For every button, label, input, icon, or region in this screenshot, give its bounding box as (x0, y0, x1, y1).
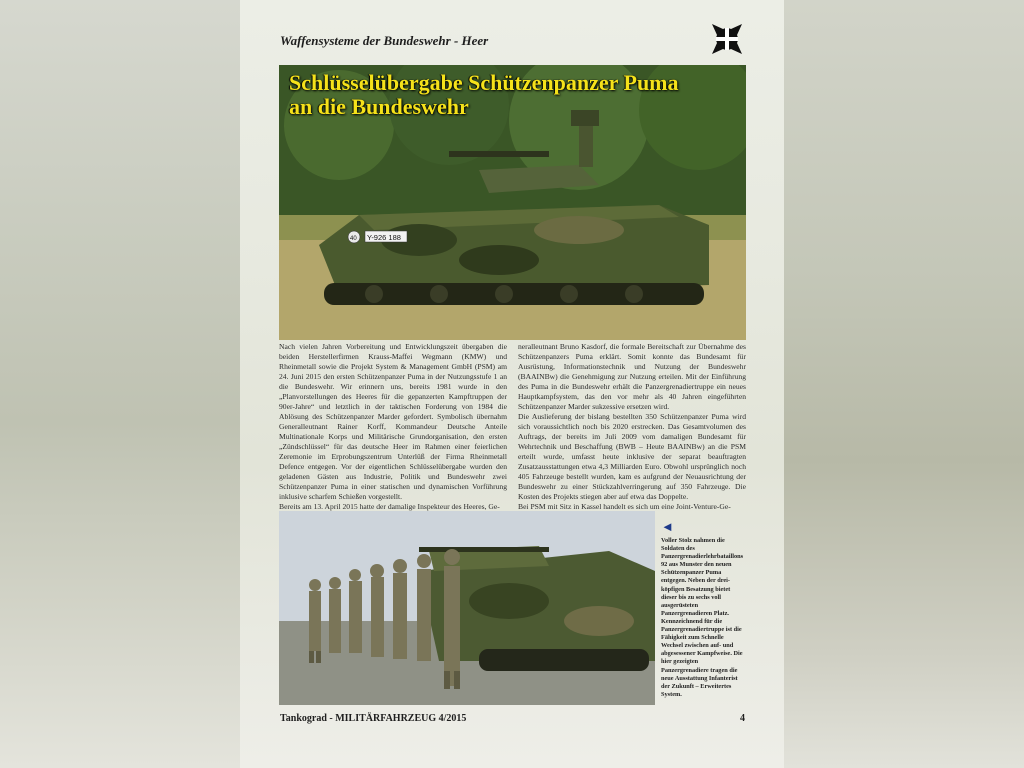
article-column-2 (518, 342, 746, 512)
soldiers-photo (279, 511, 655, 705)
column2-paragraph-3: Bei PSM mit Sitz in Kassel handelt es sich um eine Joint-Venture-Ge- (518, 502, 731, 511)
article-title (289, 71, 679, 119)
column2-paragraph-2: Die Auslieferung der bislang bestellten 350 Schützenpanzer Puma wird sich voraussichtlich noch bis 2020 erstrecken. Das Gesamtvolumen des Auftrags, der bereits im Juli 2009 vom damaligen Bundesamt für Wehrtechnik und Beschaffung (BWB – Heute BAAINBw) an die PSM erteilt wurde, umfasst heute inklusive der separat beauftragten Zusatzausstattungen etwa 4,3 Milliarden Euro. Obwohl ursprünglich noch 405 Fahrzeuge bestellt wurden, kam es aufgrund der Neuausrichtung der Bundeswehr zu einer Stückzahlverringerung auf 350 Fahrzeuge. Die Kosten des Projekts stiegen aber auf etwa das Doppelte. (518, 412, 746, 501)
section-header: Waffensysteme der Bundeswehr - Heer (280, 33, 489, 48)
background-left-margin (0, 0, 240, 768)
iron-cross-icon (710, 22, 744, 56)
article-column-1 (279, 342, 507, 512)
soldiers-with-puma-illustration (279, 511, 655, 705)
page-number: 4 (740, 713, 745, 724)
hero-photo-puma (279, 65, 746, 340)
hull-number: 40 (350, 236, 357, 242)
background-right-margin (784, 0, 1024, 768)
footer-publication: Tankograd - MILITÄRFAHRZEUG 4/2015 (280, 713, 467, 724)
license-plate: Y-926 188 (367, 233, 401, 242)
column1-paragraph-1: Nach vielen Jahren Vorbereitung und Entwicklungszeit übergaben die beiden Herstellerfirmen Krauss-Maffei Wegmann (KMW) und Rheinmetall sowie die Projekt System & Management GmbH (PSM) am 24. Juni 2015 den ersten Schützenpanzer Puma in der Nutzungsstufe 1 an die Bundeswehr. Wir erinnern uns, bereits 1981 wurde in den „Planvorstellungen des Heeres für die gepanzerten Kampftruppen der 90er-Jahre“ und letztlich in der taktischen Forderung von 1984 die Ablösung des Schützenpanzer Marder gefordert. Symbolisch übernahm Generalleutnant Rainer Korff, Kommandeur Deutsche Anteile Multinationale Korps und Militärische Grundorganisation, den ersten „Zündschlüssel“ für das deutsche Heer im Rahmen einer feierlichen Zeremonie im Erprobungszentrum Unterlüß der Firma Rheinmetall Defence entgegen. Vor der eigentlichen Schlüsselübergabe wurden den geladenen Gästen aus Industrie, Politik und Bundeswehr zwei Schützenpanzer Puma in einer statischen und dynamischen Vorführung inklusive scharfem Schießen vorgestellt. (279, 342, 507, 501)
column2-paragraph-1: neralleutnant Bruno Kasdorf, die formale Bereitschaft zur Übernahme des Schützenpanzers Puma erklärt. Somit konnte das Bundesamt für Ausrüstung, Informationstechnik und Nutzung der Bundeswehr (BAAINBw) die Genehmigung zur Nutzung erteilen. Mit der Einführung des Puma in die Bundeswehr erhält die Panzergrenadiertruppe ein neues Hauptkampfsystem, das den vor mehr als 40 Jahren eingeführten Schützenpanzer Marder sukzessive ersetzen wird. (518, 342, 746, 411)
caption-arrow-icon: ◄ (661, 519, 674, 534)
article-title-line2: an die Bundeswehr (289, 94, 469, 119)
article-title-line1: Schlüsselübergabe Schützenpanzer Puma (289, 70, 679, 95)
column1-paragraph-2: Bereits am 13. April 2015 hatte der damalige Inspekteur des Heeres, Ge- (279, 502, 500, 511)
magazine-page (240, 0, 784, 768)
photo-caption: Voller Stolz nahmen die Soldaten des Panzergrenadierlehrbataillons 92 aus Munster den neuen Schützenpanzer Puma entgegen. Neben der drei-köpfigen Besatzung bietet dieser bis zu sechs voll ausgerüsteten Panzergrenadieren Platz. Kennzeichnend für die Panzergrenadiertruppe ist die Fähigkeit zum Schnelle Wechsel zwischen auf- und abgesessener Kampfweise. Die hier gezeigten Panzergrenadiere tragen die neue Ausstattung Infanterist der Zukunft – Erweitertes System. (661, 537, 744, 698)
